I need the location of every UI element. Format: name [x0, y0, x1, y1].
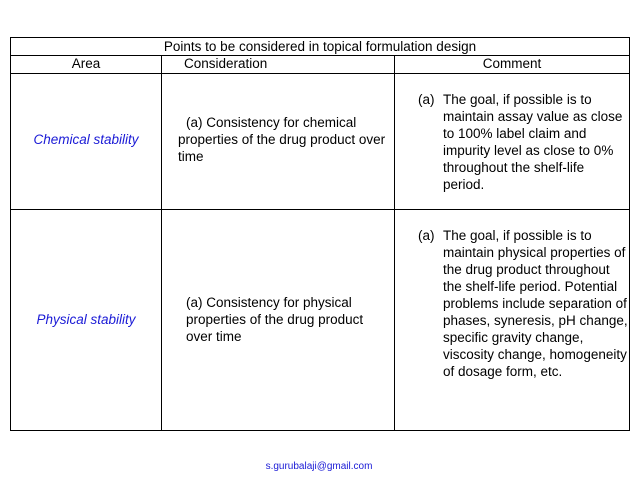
column-divider	[161, 55, 162, 430]
column-divider	[394, 55, 395, 430]
divider	[11, 209, 629, 210]
footer-email: s.gurubalaji@gmail.com	[265, 461, 373, 472]
row-consideration-chemical: (a) Consistency for chemical properties of the drug product over time	[178, 115, 386, 164]
comment-text: The goal, if possible is to maintain physical properties of the drug product throughout the shelf-life period. Potential problems include separation of phases, syneresis, pH change, specific gravity change, viscosity change, homogeneity of dosage form, etc.	[443, 228, 628, 379]
list-marker: (a)	[418, 92, 435, 107]
row-area-chemical: Chemical stability	[33, 132, 139, 147]
comment-text: The goal, if possible is to maintain assay value as close to 100% label claim and impurity level as close to 0% throughout the shelf-life period.	[443, 92, 623, 192]
table-title: Points to be considered in topical formulation design	[163, 39, 477, 54]
row-consideration-physical: (a) Consistency for physical properties of the drug product over time	[186, 295, 364, 344]
divider	[11, 73, 629, 74]
formulation-table	[10, 37, 630, 431]
header-comment: Comment	[482, 56, 542, 71]
row-comment-chemical	[418, 91, 629, 193]
row-area-physical: Physical stability	[36, 312, 136, 327]
list-marker: (a)	[418, 228, 435, 243]
header-consideration: Consideration	[184, 56, 268, 71]
header-area: Area	[71, 56, 101, 71]
row-comment-physical	[418, 227, 629, 380]
